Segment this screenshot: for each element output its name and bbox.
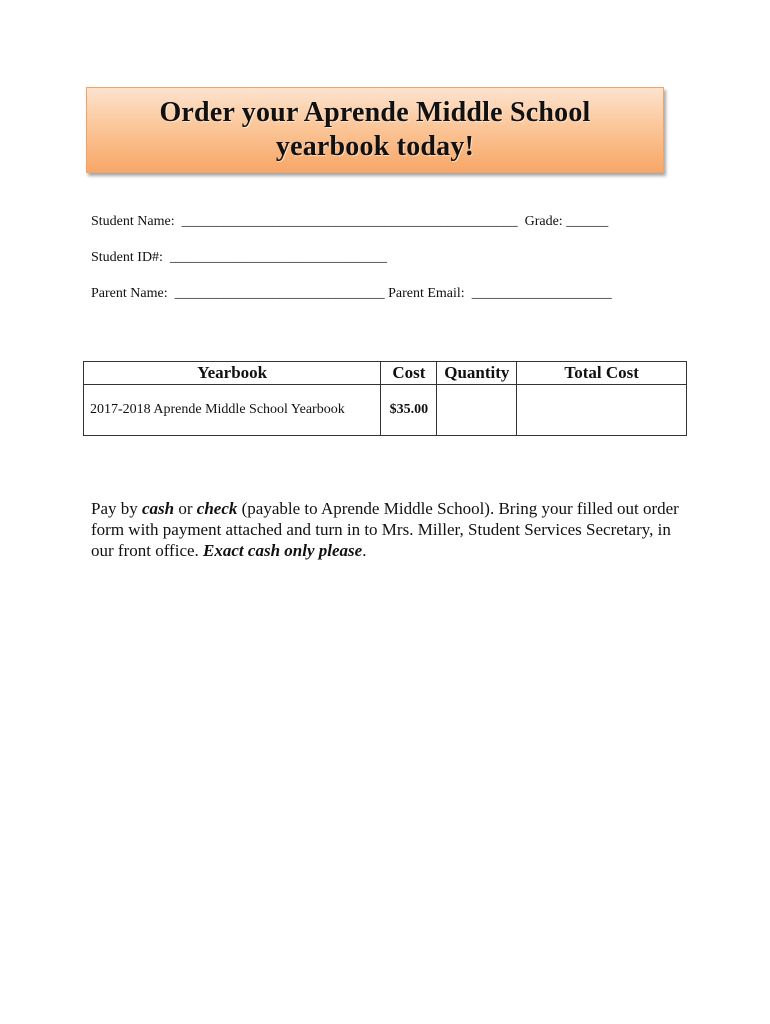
payment-text-3: (payable to Aprende Middle School). Bring your filled out order form with payment attached and turn in to Mrs. Miller, Student Services Secretary, in our front office. <box>91 499 679 560</box>
header-yearbook: Yearbook <box>84 362 381 385</box>
student-id-label: Student ID#: <box>91 250 163 265</box>
check-emphasis: check <box>196 499 238 518</box>
student-name-label: Student Name: <box>91 214 175 229</box>
grade-field[interactable]: ______ <box>566 214 609 229</box>
exact-cash-emphasis: Exact cash only please <box>203 541 363 560</box>
student-name-field[interactable]: ________________________________________________ <box>181 214 518 229</box>
student-name-row <box>91 214 608 230</box>
payment-text-2: or <box>174 499 197 518</box>
parent-email-field[interactable]: ____________________ <box>471 286 612 301</box>
payment-instructions <box>91 498 691 561</box>
grade-label: Grade: <box>524 214 563 229</box>
order-table <box>83 361 687 436</box>
page-title <box>159 96 590 164</box>
title-line-1: Order your Aprende Middle School <box>159 97 591 128</box>
item-cell: 2017-2018 Aprende Middle School Yearbook <box>84 385 381 436</box>
cost-cell: $35.00 <box>381 385 437 436</box>
total-cost-cell[interactable] <box>517 385 687 436</box>
payment-text-4: . <box>362 541 367 560</box>
parent-email-label: Parent Email: <box>388 286 465 301</box>
parent-row <box>91 286 612 302</box>
title-line-2: yearbook today! <box>275 131 475 162</box>
quantity-cell[interactable] <box>437 385 517 436</box>
payment-text-1: Pay by <box>91 499 142 518</box>
header-cost: Cost <box>381 362 437 385</box>
student-id-field-extension[interactable]: ___________ <box>309 250 387 265</box>
table-row <box>84 385 687 436</box>
parent-name-label: Parent Name: <box>91 286 168 301</box>
title-banner <box>86 87 664 173</box>
header-quantity: Quantity <box>437 362 517 385</box>
table-header-row <box>84 362 687 385</box>
header-total-cost: Total Cost <box>517 362 687 385</box>
student-id-field[interactable]: ____________________ <box>169 250 310 265</box>
parent-name-field[interactable]: ______________________________ <box>174 286 385 301</box>
cash-emphasis: cash <box>142 499 175 518</box>
student-id-row <box>91 250 387 266</box>
